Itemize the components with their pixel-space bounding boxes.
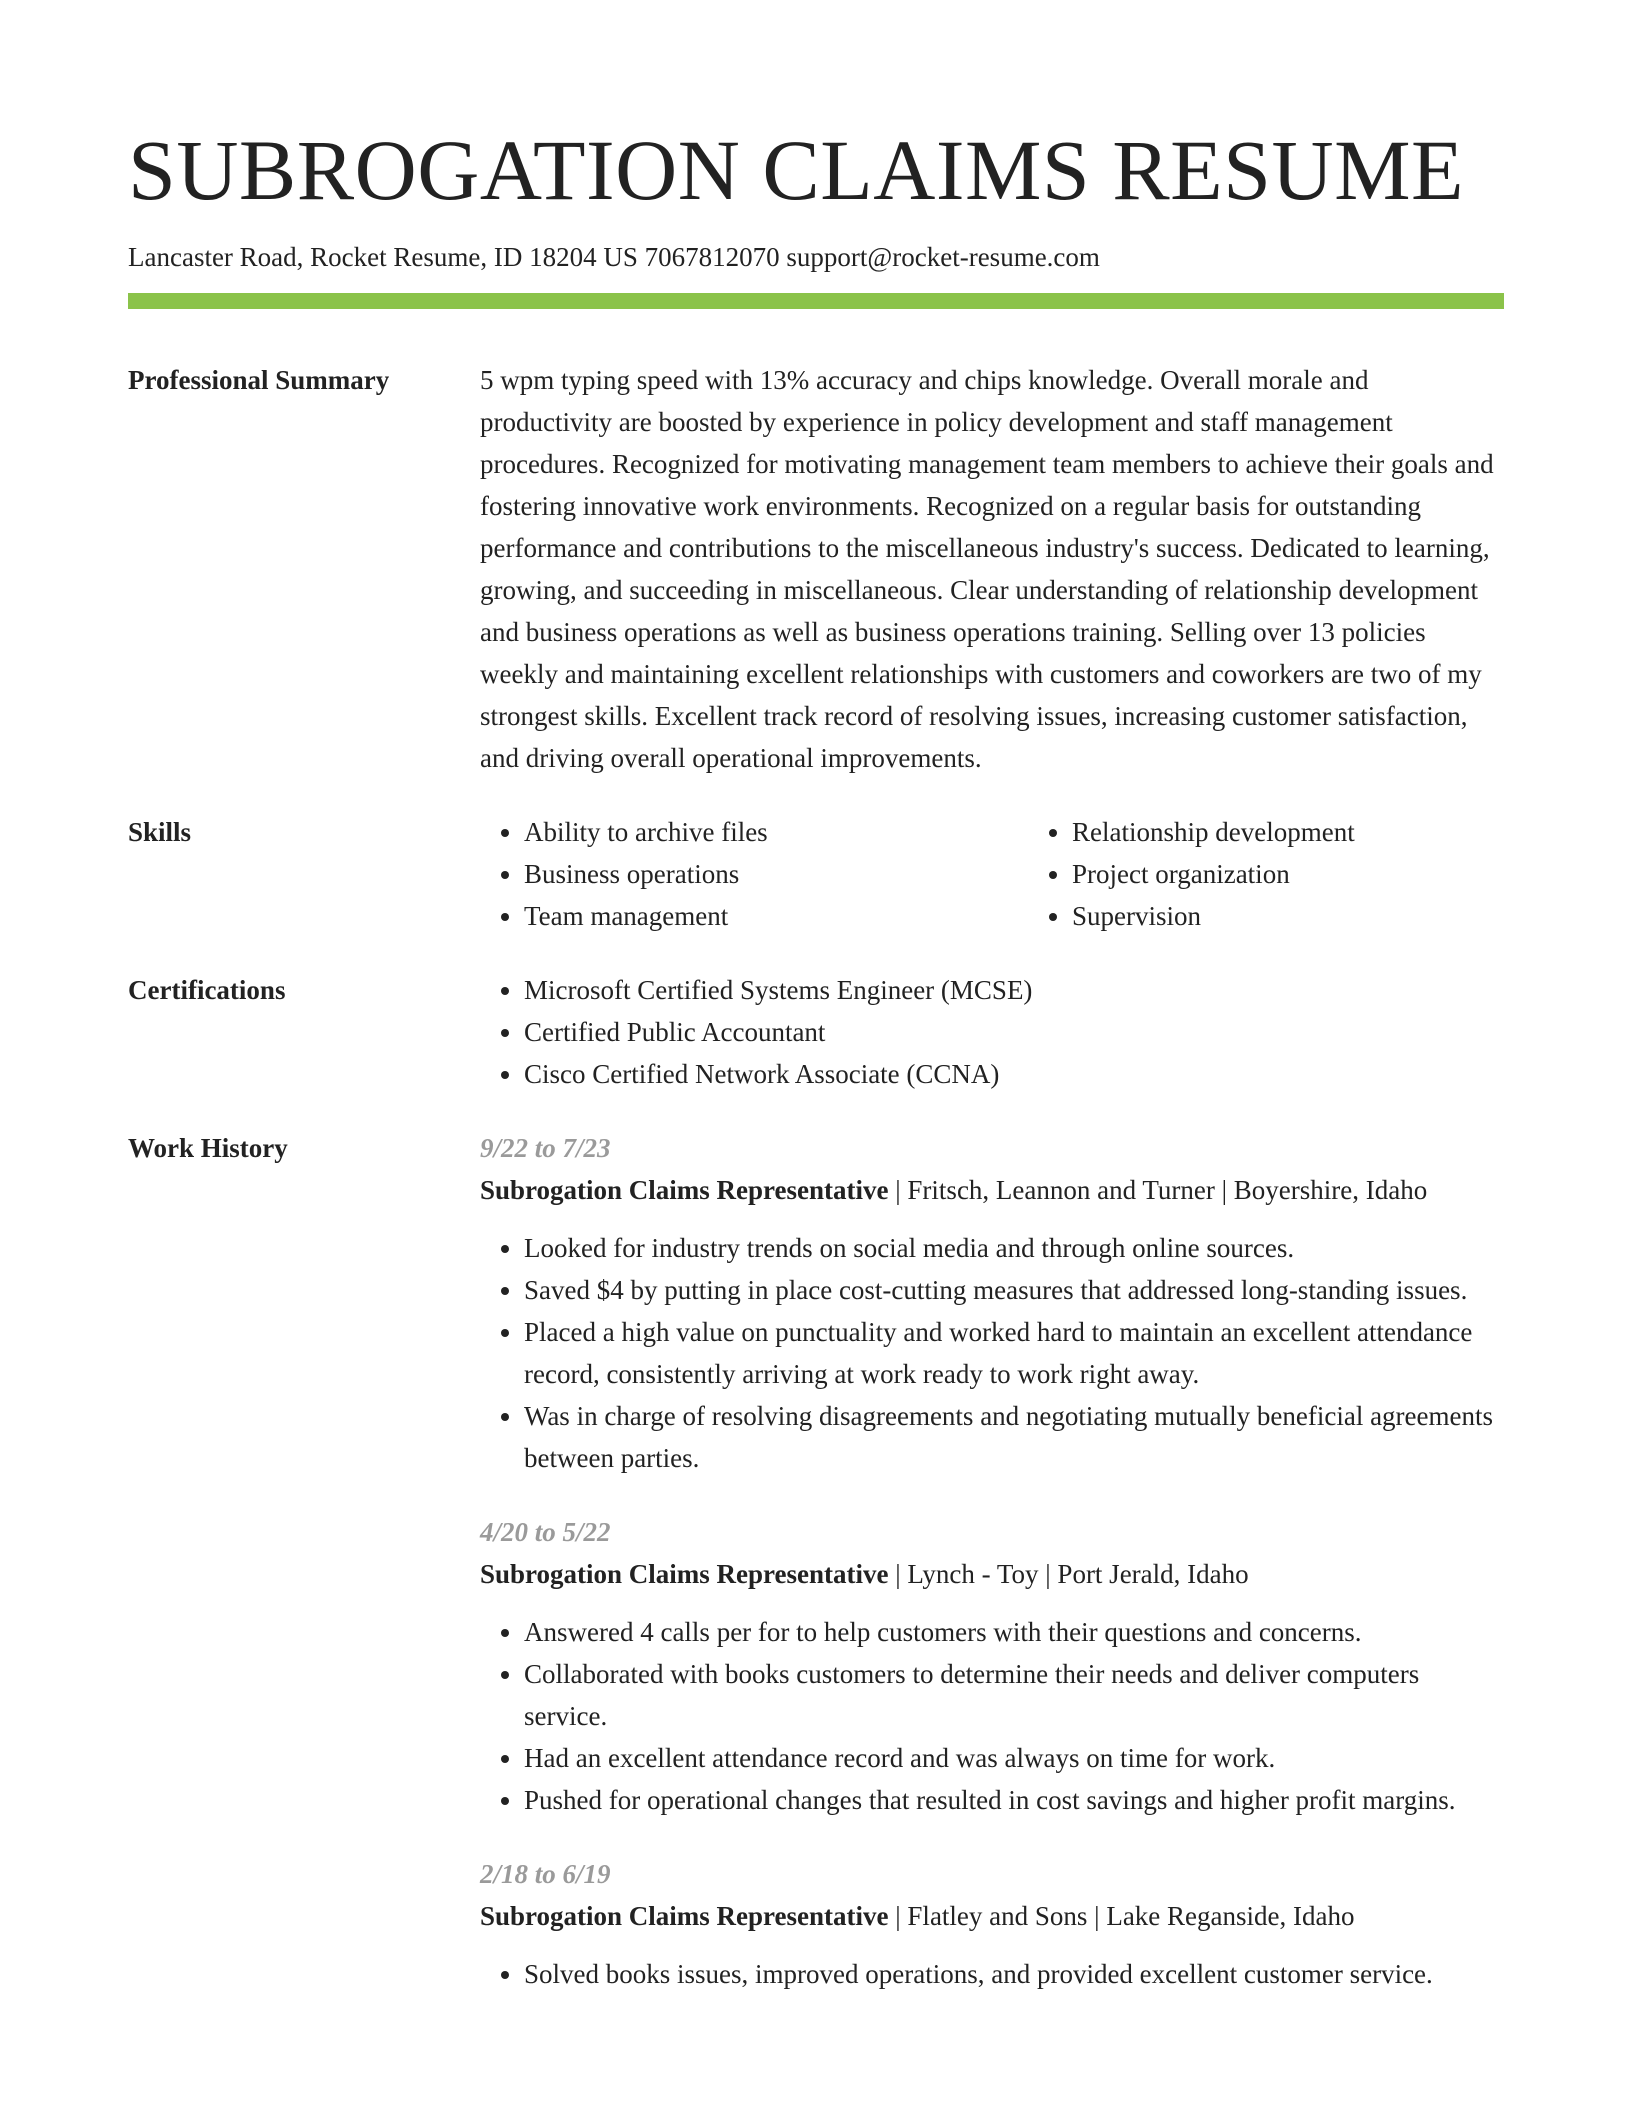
list-item: • Microsoft Certified Systems Engineer (MCSE) (524, 969, 1504, 1011)
summary-text: 5 wpm typing speed with 13% accuracy and chips knowledge. Overall morale and productivity are boosted by experience in policy development and staff management procedures. Recognized for motivating management team members to achieve their goals and fostering innovative work environments. Recognized on a regular basis for outstanding performance and contributions to the miscellaneous industry's success. Dedicated to learning, growing, and succeeding in miscellaneous. Clear understanding of relationship development and business operations as well as business operations training. Selling over 13 policies weekly and maintaining excellent relationships with customers and coworkers are two of my strongest skills. Excellent track record of resolving issues, increasing customer satisfaction, and driving overall operational improvements. (480, 365, 1494, 773)
job-title: Subrogation Claims Representative (480, 1175, 889, 1205)
job-bullets (480, 1227, 1504, 1479)
job-title-line (480, 1895, 1504, 1937)
section-label-skills: Skills (128, 817, 192, 847)
certifications-body (480, 969, 1504, 1095)
certifications-list (480, 969, 1504, 1095)
list-item: • Was in charge of resolving disagreements and negotiating mutually beneficial agreements between parties. (524, 1395, 1504, 1479)
section-label-summary: Professional Summary (128, 365, 390, 395)
list-item: • Relationship development (1072, 811, 1576, 853)
job-title: Subrogation Claims Representative (480, 1901, 889, 1931)
job-entry (480, 1853, 1504, 1995)
job-title-line (480, 1553, 1504, 1595)
list-item: • Supervision (1072, 895, 1576, 937)
list-item: • Solved books issues, improved operations, and provided excellent customer service. (524, 1953, 1504, 1995)
list-item: • Placed a high value on punctuality and worked hard to maintain an excellent attendance record, consistently arriving at work ready to work right away. (524, 1311, 1504, 1395)
list-item: • Pushed for operational changes that resulted in cost savings and higher profit margins. (524, 1779, 1504, 1821)
contact-line (128, 240, 1504, 274)
accent-divider (128, 293, 1504, 309)
list-item: • Team management (524, 895, 1028, 937)
job-dates: 2/18 to 6/19 (480, 1859, 611, 1889)
summary-section (128, 359, 1504, 779)
resume-title: SUBROGATION CLAIMS RESUME (128, 122, 1465, 218)
work-history-body (480, 1127, 1504, 1995)
job-entry (480, 1511, 1504, 1821)
section-label-work-history: Work History (128, 1133, 288, 1163)
skills-columns (480, 811, 1576, 937)
skills-section (128, 811, 1504, 937)
contact-phone: 7067812070 (644, 242, 780, 272)
job-bullets (480, 1953, 1504, 1995)
skills-column-2 (1028, 811, 1576, 937)
skills-column-1 (480, 811, 1028, 937)
certifications-section (128, 969, 1504, 1095)
contact-address: Lancaster Road, Rocket Resume, ID 18204 US (128, 242, 638, 272)
work-history-section (128, 1127, 1504, 1995)
job-employer-location: | Flatley and Sons | Lake Reganside, Idaho (888, 1901, 1355, 1931)
list-item: • Business operations (524, 853, 1028, 895)
job-title-line (480, 1169, 1504, 1211)
list-item: • Had an excellent attendance record and was always on time for work. (524, 1737, 1504, 1779)
job-entry (480, 1127, 1504, 1479)
job-dates: 9/22 to 7/23 (480, 1133, 611, 1163)
section-label-certifications: Certifications (128, 975, 286, 1005)
job-bullets (480, 1611, 1504, 1821)
job-title: Subrogation Claims Representative (480, 1559, 889, 1589)
contact-email: support@rocket-resume.com (786, 242, 1100, 272)
list-item: • Ability to archive files (524, 811, 1028, 853)
list-item: • Project organization (1072, 853, 1576, 895)
list-item: • Cisco Certified Network Associate (CCNA) (524, 1053, 1504, 1095)
resume-page (128, 0, 1504, 1995)
list-item: • Certified Public Accountant (524, 1011, 1504, 1053)
list-item: • Answered 4 calls per for to help customers with their questions and concerns. (524, 1611, 1504, 1653)
list-item: • Saved $4 by putting in place cost-cutting measures that addressed long-standing issues. (524, 1269, 1504, 1311)
job-employer-location: | Fritsch, Leannon and Turner | Boyershire, Idaho (888, 1175, 1428, 1205)
list-item: • Looked for industry trends on social media and through online sources. (524, 1227, 1504, 1269)
list-item: • Collaborated with books customers to determine their needs and deliver computers service. (524, 1653, 1504, 1737)
job-employer-location: | Lynch - Toy | Port Jerald, Idaho (888, 1559, 1249, 1589)
job-dates: 4/20 to 5/22 (480, 1517, 611, 1547)
